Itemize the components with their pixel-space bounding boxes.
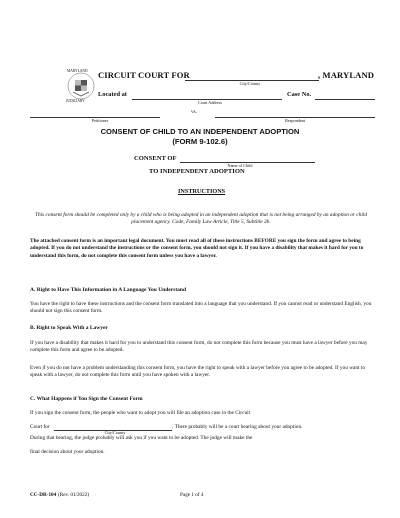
respondent-caption: Respondent xyxy=(285,118,305,123)
section-a-text: You have the right to have these instructions and the consent form translated into a language that you understand. If you cannot read or understand English, you should not sign this consent form. xyxy=(30,301,372,315)
circuit-court-label: CIRCUIT COURT FOR xyxy=(98,70,190,80)
maryland-judiciary-seal xyxy=(66,71,96,101)
located-at-label: Located at xyxy=(98,91,127,98)
form-title: CONSENT OF CHILD TO AN INDEPENDENT ADOPTION xyxy=(100,127,300,136)
section-c-line-4: final decision about your adoption. xyxy=(30,449,105,455)
case-no-label: Case No. xyxy=(287,91,312,98)
intro-paragraph: This consent form should be completed only by a child who is being adopted in an independent adoption that is not being arranged by an adoption or child placement agency. Code, Family Law Article, Title 5, Subtitle 3b. xyxy=(34,212,368,226)
section-c-heading: C. What Happens if You Sign the Consent Form xyxy=(30,396,143,402)
section-b-text-2: Even if you do not have a problem understanding this consent form, you have the right to speak with a lawyer before you agree to be adopted. If you want to speak with a lawyer, do not complete this form until you have spoken with a lawyer. xyxy=(30,365,366,379)
section-b-text-1: If you have a disability that makes it hard for you to understand this consent form, do not complete this form because you must have a lawyer before you may complete this form and agree to be adopted. xyxy=(30,340,368,354)
footer-revision: (Rev. 01/2022) xyxy=(58,492,90,498)
instructions-heading: INSTRUCTIONS xyxy=(178,188,226,195)
seal-top-text: MARYLAND xyxy=(67,69,88,73)
section-c-city-county-caption: City/County xyxy=(104,430,126,435)
name-of-child-caption: Name of Child xyxy=(227,163,253,168)
section-c-court-for: Court for xyxy=(30,424,50,430)
petitioner-caption: Petitioner xyxy=(91,118,109,123)
seal-bottom-text: JUDICIARY xyxy=(66,99,85,103)
important-paragraph: The attached consent form is an important legal document. You must read all of these instructions BEFORE you sign the form and agree to being adopted. If you do not understand the instructions or the consent form, you should not sign it. If you have a disability that makes it hard for you to understand this form, do not complete this consent form unless you have a lawyer. xyxy=(30,238,364,259)
maryland-label: , MARYLAND xyxy=(318,70,375,80)
vs-label: vs. xyxy=(191,109,197,115)
footer-form-id: CC-DR-104 xyxy=(30,492,57,498)
to-independent-adoption-label: TO INDEPENDENT ADOPTION xyxy=(149,168,245,175)
section-b-heading: B. Right to Speak With a Lawyer xyxy=(30,325,108,331)
section-c-line-3: During that hearing, the judge probably will ask you if you want to be adopted. The judge will make the xyxy=(30,435,253,441)
section-c-line-2: . There probably will be a court hearing about your adoption. xyxy=(172,424,303,430)
consent-of-label: CONSENT OF xyxy=(134,155,177,162)
city-county-caption: City/County xyxy=(239,81,261,86)
court-address-caption: Court Address xyxy=(197,100,223,105)
section-c-line-1: If you sign the consent form, the people who want to adopt you will file an adoption case in the Circuit xyxy=(30,410,251,416)
section-a-heading: A. Right to Have This Information in A Language You Understand xyxy=(30,287,187,293)
footer-page-number: Page 1 of 4 xyxy=(180,492,204,498)
case-number-field[interactable] xyxy=(315,99,375,100)
form-number: (FORM 9-102.6) xyxy=(172,137,228,146)
